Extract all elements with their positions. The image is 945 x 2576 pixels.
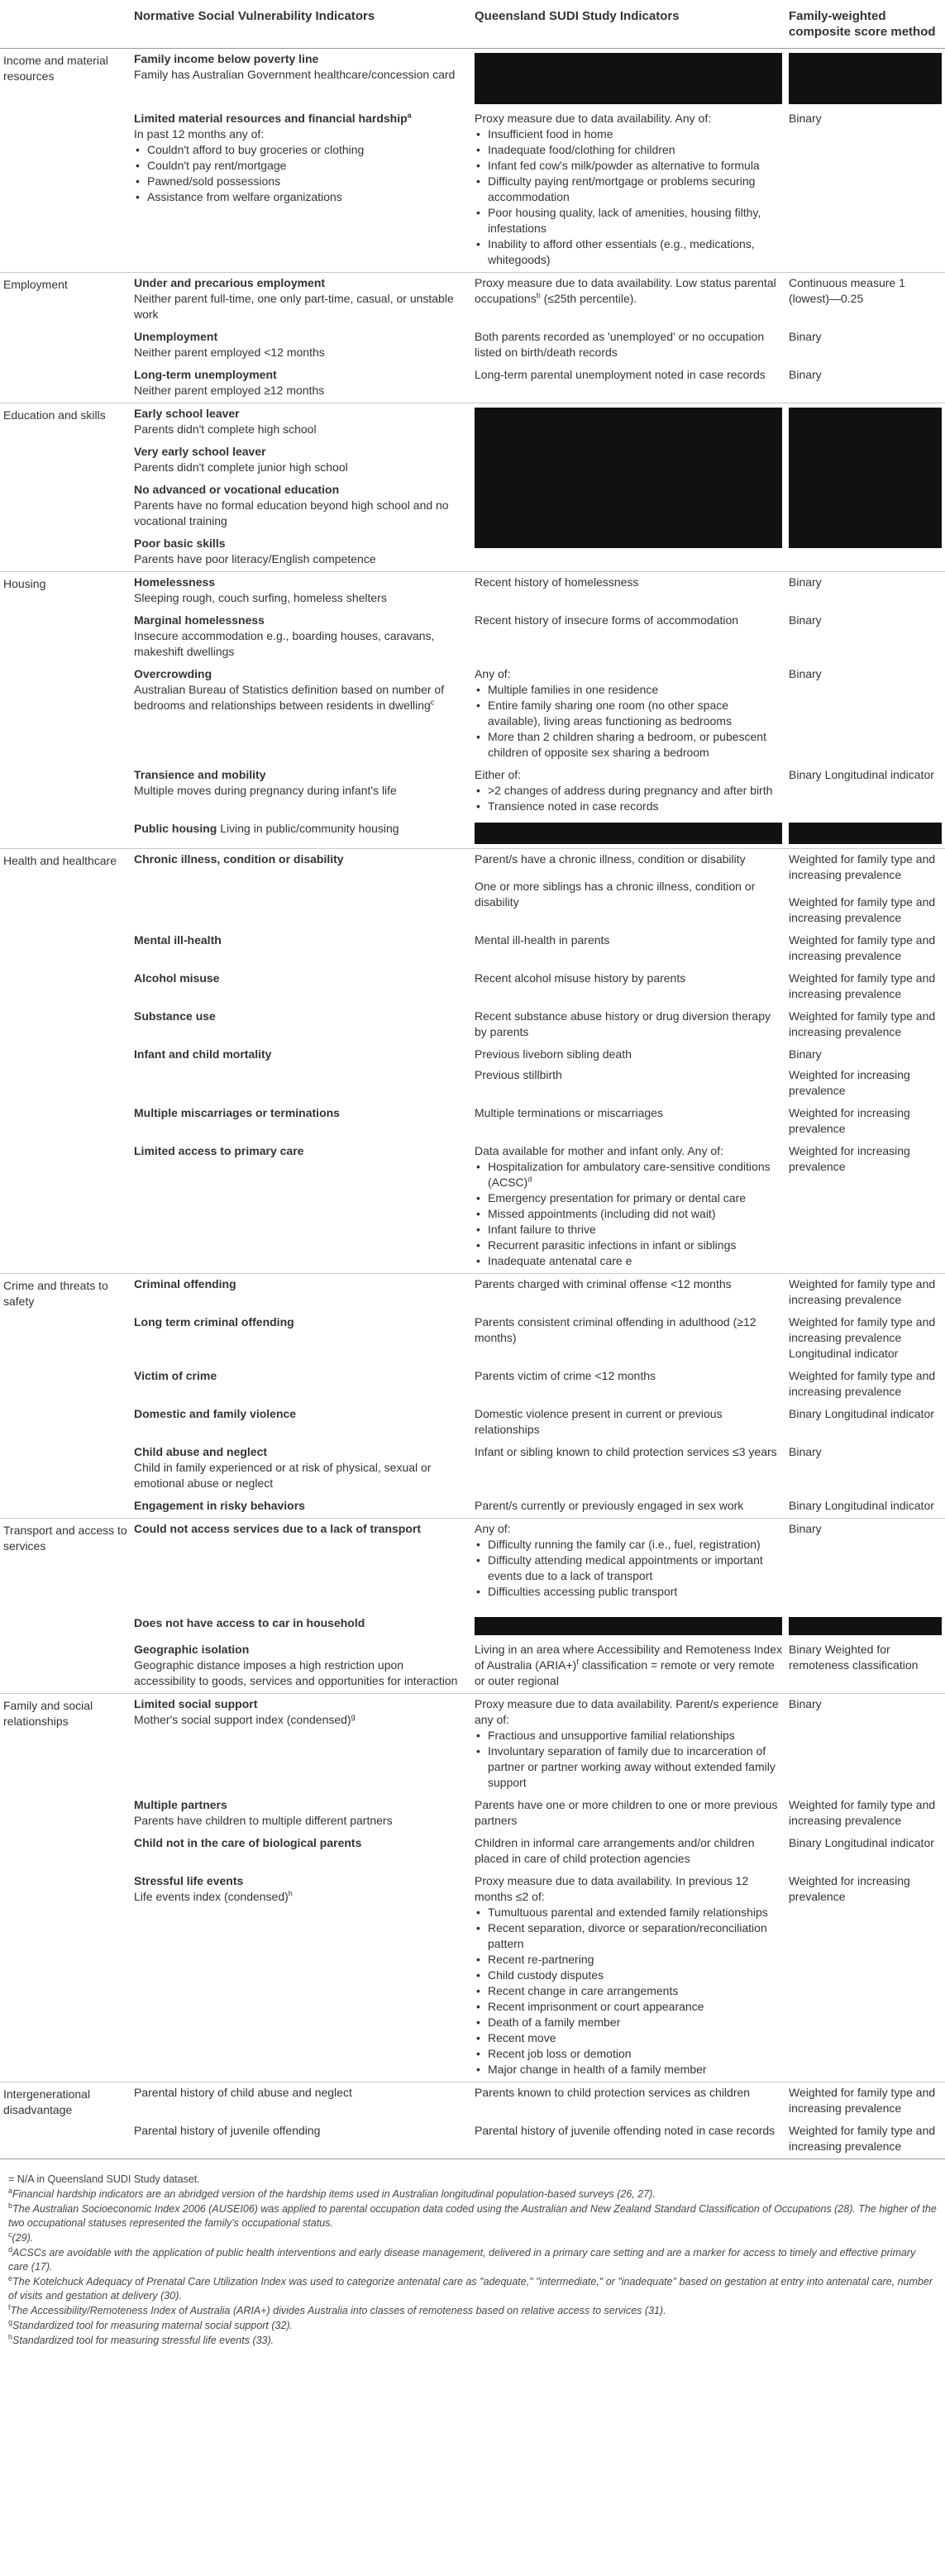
method: Binary Weighted for remoteness classification [789,1643,919,1672]
table-row [0,765,945,818]
method: Binary Longitudinal indicator [789,1499,934,1512]
list-item: • Recent job loss or demotion [488,2046,782,2062]
header-domain [0,0,131,49]
method: Weighted for family type and increasing prevalence [789,1798,936,1827]
footnote-f: $^f$The Accessibility/Remoteness Index of Australia (ARIA+) divides Australia into classes of remoteness based on relative access to services (31). [8,2302,666,2316]
study-text: Parents charged with criminal offense <12 months [471,1274,785,1313]
study-text: Recent substance abuse history or drug diversion therapy by parents [475,1009,771,1038]
footnote-ref: b [536,291,541,300]
study-text: Previous stillbirth [475,1068,562,1081]
domain-intergen: Intergenerational disadvantage [0,2082,131,2159]
list-item: • Major change in health of a family member [488,2062,782,2077]
method: Binary [785,1694,945,1796]
indicator-name: Parental history of juvenile offending [134,2124,321,2137]
method: Weighted for increasing prevalence [789,1068,910,1097]
study-text: Any of: [475,667,511,680]
table-row [0,818,945,849]
list-item: • Difficulty attending medical appointments or important events due to a lack of transport [488,1553,782,1584]
domain-crime: Crime and threats to safety [0,1274,131,1519]
footnote-ref: c [430,698,435,707]
table-row [0,1604,945,1639]
table-row [0,1312,945,1366]
header-col3: Family-weighted composite score method [785,0,945,49]
footnote-ref: a [407,111,412,120]
study-list [475,1905,782,2077]
indicator-desc: Child in family experienced or at risk of physical, sexual or emotional abuse or neglect [134,1461,432,1490]
list-item: • Fractious and unsupportive familial relationships [488,1728,782,1744]
indicator-name: Child not in the care of biological parents [134,1836,362,1849]
study-text: Proxy measure due to data availability. Any of: [475,112,712,125]
study-text: Parent/s have a chronic illness, condition or disability [475,852,746,866]
study-list [475,1728,782,1791]
table-row [0,1871,945,2082]
method: Binary [789,667,822,680]
footnote-b: $^b$The Australian Socioeconomic Index 2006 (AUSEI06) was applied to parental occupation data coded using the Australian and New Zealand Standard Classification of Occupations (28). The higher of the two occupational statuses represented the family's occupational status. [8,2201,937,2229]
footnote-marker: g [8,2317,13,2326]
domain-education: Education and skills [0,403,131,572]
table-row [0,1366,945,1404]
footnote-h: $^h$Standardized tool for measuring stressful life events (33). [8,2332,274,2346]
indicator-name: Very early school leaver [134,445,266,458]
indicator-name: Poor basic skills [134,537,226,550]
list-item: • Couldn't afford to buy groceries or clothing [147,142,468,158]
table-row [0,365,945,403]
indicator-name: Limited social support [134,1697,258,1710]
table-row [0,1404,945,1442]
list-item: • Transience noted in case records [488,799,782,814]
study-list [475,1159,782,1269]
list-item: • More than 2 children sharing a bedroom, or pubescent children of opposite sex sharing a bedroom [488,729,782,761]
list-item: • Insufficient food in home [488,126,782,142]
table-row [0,327,945,365]
indicator-desc: Parents have poor literacy/English competence [134,552,376,565]
indicator-name: Stressful life events [134,1874,244,1887]
method: Binary Longitudinal indicator [789,1836,934,1849]
indicator-name: Chronic illness, condition or disability [134,852,344,866]
indicator-desc: Parents didn't complete junior high school [134,460,348,474]
table-row [0,1103,945,1141]
list-item: • Infant fed cow's milk/powder as alternative to formula [488,158,782,174]
study-text: Living in an area where Accessibility and Remoteness Index of Australia (ARIA+) [475,1643,782,1672]
domain-employment: Employment [0,273,131,403]
study-text: Parents consistent criminal offending in adulthood (≥12 months) [475,1315,756,1344]
list-item: • Emergency presentation for primary or dental care [488,1190,782,1206]
table-row [0,108,945,273]
indicator-name: Domestic and family violence [134,1407,297,1420]
study-text: Infant or sibling known to child protection services ≤3 years [475,1445,777,1458]
method: Weighted for increasing prevalence [789,1144,910,1173]
study-text: Parental history of juvenile offending noted in case records [475,2124,776,2137]
footnote-ref: h [288,1889,293,1898]
study-list [475,682,782,761]
method: Weighted for family type and increasing prevalence [789,1369,936,1398]
study-text: Any of: [475,1522,511,1535]
list-item: • Hospitalization for ambulatory care-sensitive conditions (ACSC)$^d$ [488,1159,782,1190]
study-text: Parents victim of crime <12 months [475,1369,656,1382]
study-text: Parent/s currently or previously engaged in sex work [475,1499,744,1512]
table-row [0,273,945,327]
method: Binary [789,368,822,381]
table-row [0,1274,945,1313]
na-block [475,1617,782,1635]
list-item: • Recurrent parasitic infections in infant or siblings [488,1238,782,1253]
indicator-desc: Neither parent employed ≥12 months [134,384,325,397]
domain-health: Health and healthcare [0,849,131,1274]
method: Binary [789,112,822,125]
method: Weighted for family type and increasing prevalence [789,852,936,881]
list-item: • Inadequate food/clothing for children [488,142,782,158]
indicator-name: Child abuse and neglect [134,1445,268,1458]
list-item: • Tumultuous parental and extended family relationships [488,1905,782,1920]
table-row [0,1141,945,1274]
na-block [475,53,782,104]
table-row [0,930,945,968]
study-text: Previous liveborn sibling death [475,1047,632,1061]
domain-transport: Transport and access to services [0,1519,131,1694]
method: Binary [785,572,945,611]
indicator-desc: Life events index (condensed) [134,1890,289,1903]
indicator-desc: Living in public/community housing [220,822,399,835]
method: Weighted for increasing prevalence [789,1874,910,1903]
list-item: • Recent re-partnering [488,1952,782,1968]
list-item: • Involuntary separation of family due to incarceration of partner or partner working away without extended family support [488,1744,782,1791]
indicator-desc: Multiple moves during pregnancy during infant's life [134,784,397,797]
list-item: • Inadequate antenatal care e [488,1253,782,1269]
footnote-marker: h [8,2332,13,2341]
indicator-name: Public housing [134,822,217,835]
indicator-name: Engagement in risky behaviors [134,1499,305,1512]
study-text: Data available for mother and infant only. Any of: [475,1144,723,1157]
table-header [0,0,945,49]
study-list [475,126,782,268]
indicator-name: Geographic isolation [134,1643,250,1656]
indicator-desc: Sleeping rough, couch surfing, homeless shelters [134,591,387,604]
list-item: • Child custody disputes [488,1968,782,1983]
study-text: (≤25th percentile). [540,292,637,305]
indicator-desc: Parents have children to multiple different partners [134,1814,393,1827]
study-list [475,1537,782,1600]
list-item: • Recent change in care arrangements [488,1983,782,1999]
method: Weighted for family type and increasing prevalence [785,2082,945,2121]
study-text: Parents known to child protection services as children [471,2082,785,2121]
na-block [475,408,782,548]
indicator-desc: Family has Australian Government healthcare/concession card [134,68,456,81]
indicator-name: Mental ill-health [134,933,222,947]
footnote-na: = N/A in Queensland SUDI Study dataset. [8,2173,200,2185]
method: Binary [785,1519,945,1605]
study-text: Recent history of insecure forms of accommodation [475,613,739,627]
table-row [0,1006,945,1044]
list-item: • >2 changes of address during pregnancy and after birth [488,783,782,799]
indicator-name: Overcrowding [134,667,212,680]
method: Weighted for family type and increasing prevalence Longitudinal indicator [789,1315,936,1360]
indicator-desc: Mother's social support index (condensed) [134,1713,351,1726]
na-block [475,823,782,844]
study-text: Mental ill-health in parents [475,933,610,947]
indicator-desc: Parents didn't complete high school [134,422,317,436]
indicator-name: Limited access to primary care [134,1144,304,1157]
indicator-name: Unemployment [134,330,218,343]
study-text: Long-term parental unemployment noted in case records [475,368,766,381]
method: Binary [789,613,822,627]
indicator-name: Family income below poverty line [134,52,319,65]
list-item: • Difficulty running the family car (i.e., fuel, registration) [488,1537,782,1553]
list-item: • Multiple families in one residence [488,682,782,698]
table-row [0,849,945,931]
method: Weighted for family type and increasing prevalence [789,933,936,962]
list-item: • Missed appointments (including did not wait) [488,1206,782,1222]
domain-family: Family and social relationships [0,1694,131,2082]
list-item: • Death of a family member [488,2015,782,2030]
table-row [0,1639,945,1694]
table-row [0,1795,945,1833]
indicator-name: Substance use [134,1009,216,1023]
table-row [0,403,945,572]
footnote-marker: d [527,1175,532,1184]
study-text: Both parents recorded as 'unemployed' or no occupation listed on birth/death records [475,330,765,359]
list-item: • Recent imprisonment or court appearance [488,1999,782,2015]
study-text: Either of: [475,768,522,781]
indicator-desc: Insecure accommodation e.g., boarding houses, caravans, makeshift dwellings [134,629,435,658]
table-row [0,1044,945,1103]
footnote-a: $^a$Financial hardship indicators are an abridged version of the hardship items used in Australian longitudinal population-based surveys (26, 27). [8,2186,656,2200]
method: Weighted for family type and increasing prevalence [785,1274,945,1313]
indicator-name: Alcohol misuse [134,971,220,985]
domain-income: Income and material resources [0,49,131,273]
study-text: One or more siblings has a chronic illness, condition or disability [475,880,756,909]
method: Weighted for family type and increasing prevalence [789,2124,936,2153]
table-row [0,610,945,664]
study-text: Parents have one or more children to one or more previous partners [475,1798,778,1827]
indicator-name: Long term criminal offending [134,1315,294,1329]
list-item: • Infant failure to thrive [488,1222,782,1238]
indicator-name: Does not have access to car in household [134,1616,365,1629]
indicator-name: No advanced or vocational education [134,483,340,496]
study-list [475,783,782,814]
method: Binary [789,330,822,343]
indicator-desc: Geographic distance imposes a high restriction upon accessibility to goods, services and opportunities for interaction [134,1658,458,1687]
table-row [0,968,945,1006]
list-item: • Inability to afford other essentials (e.g., medications, whitegoods) [488,236,782,268]
na-block [789,53,942,104]
na-block [789,823,942,844]
header-col2: Queensland SUDI Study Indicators [471,0,785,49]
header-col1: Normative Social Vulnerability Indicators [131,0,471,49]
footnote-g: $^g$Standardized tool for measuring maternal social support (32). [8,2317,294,2331]
indicator-name: Early school leaver [134,407,240,420]
list-item: • Difficulty paying rent/mortgage or problems securing accommodation [488,174,782,205]
list-item: • Recent move [488,2030,782,2046]
indicator-name: Parental history of child abuse and neglect [134,2086,352,2099]
study-text: Children in informal care arrangements and/or children placed in care of child protection agencies [475,1836,755,1865]
indicator-name: Transience and mobility [134,768,266,781]
list-item: • Entire family sharing one room (no other space available), living areas functioning as bedrooms [488,698,782,729]
method: Weighted for increasing prevalence [789,1106,910,1135]
study-text: Proxy measure due to data availability. Low status parental occupations [475,276,776,305]
table-row [0,664,945,765]
method: Binary [789,1047,822,1061]
method: Binary [789,1445,822,1458]
list-item: • Poor housing quality, lack of amenities, housing filthy, infestations [488,205,782,236]
indicator-desc: Australian Bureau of Statistics definition based on number of bedrooms and relationships between residents in dwelling [134,683,445,712]
method: Continuous measure 1 (lowest)—0.25 [785,273,945,327]
list-item: • Recent separation, divorce or separation/reconciliation pattern [488,1920,782,1952]
footnote-marker: f [8,2302,11,2311]
study-text: Recent history of homelessness [471,572,785,611]
indicator-desc: Neither parent employed <12 months [134,346,325,359]
footnote-ref: g [351,1712,356,1721]
footnote-marker: b [8,2201,13,2210]
indicator-desc: Parents have no formal education beyond high school and no vocational training [134,499,449,527]
table-row [0,1496,945,1519]
footnote-marker: a [8,2186,13,2195]
footnote-e: $^e$The Kotelchuck Adequacy of Prenatal Care Utilization Index was used to categorize antenatal care as "adequate," "intermediate," or "inadequate" based on gestation at entry into antenatal care, number of visits and gestation at delivery (30). [8,2273,933,2302]
table-row [0,2082,945,2121]
footnote-marker: c [8,2230,12,2239]
indicator-name: Multiple miscarriages or terminations [134,1106,340,1119]
indicator-desc: In past 12 months any of: [134,127,265,141]
na-block [789,408,942,548]
footnote-marker: e [8,2273,13,2283]
study-text: Domestic violence present in current or previous relationships [475,1407,723,1436]
method: Weighted for family type and increasing prevalence [789,895,936,924]
method: Binary Longitudinal indicator [789,1407,934,1420]
footnote-c: $^c$(29). [8,2230,34,2244]
indicator-desc: Neither parent full-time, one only part-time, casual, or unstable work [134,292,454,321]
list-item: • Assistance from welfare organizations [147,189,468,205]
method: Weighted for family type and increasing prevalence [789,1009,936,1038]
method: Weighted for family type and increasing prevalence [789,971,936,1000]
footnote-marker: d [8,2244,13,2254]
study-text: Multiple terminations or miscarriages [475,1106,663,1119]
na-block [789,1617,942,1635]
study-text: Recent alcohol misuse history by parents [475,971,686,985]
indicator-name: Homelessness [134,575,216,589]
list-item: • Difficulties accessing public transport [488,1584,782,1600]
table-row [0,49,945,109]
list-item: • Couldn't pay rent/mortgage [147,158,468,174]
table-row [0,1442,945,1496]
study-text: Proxy measure due to data availability. In previous 12 months ≤2 of: [475,1874,749,1903]
indicator-name: Victim of crime [134,1369,217,1382]
method: Binary Longitudinal indicator [789,768,934,781]
indicator-name: Under and precarious employment [134,276,326,289]
indicator-name: Marginal homelessness [134,613,265,627]
indicator-name: Multiple partners [134,1798,227,1811]
indicator-name: Long-term unemployment [134,368,277,381]
study-text: Proxy measure due to data availability. Parent/s experience any of: [475,1697,779,1726]
indicator-name: Could not access services due to a lack of transport [134,1522,421,1535]
footnotes [0,2159,945,2348]
table-row [0,2120,945,2159]
footnote-d: $^d$ACSCs are avoidable with the application of public health interventions and early disease management, delivered in a primary care setting and are a marker for access to timely and effective primary care (17). [8,2244,916,2273]
indicator-name: Infant and child mortality [134,1047,272,1061]
domain-housing: Housing [0,572,131,849]
indicator-list [134,142,468,205]
list-item: • Pawned/sold possessions [147,174,468,189]
footnote-ref: f [576,1658,579,1667]
table-row [0,1519,945,1605]
table-row [0,572,945,611]
indicator-name: Criminal offending [134,1277,236,1290]
indicator-name: Limited material resources and financial hardship [134,112,408,125]
study-text: classification = remote or very remote or outer regional [475,1658,775,1687]
table-row [0,1833,945,1871]
table-row [0,1694,945,1796]
